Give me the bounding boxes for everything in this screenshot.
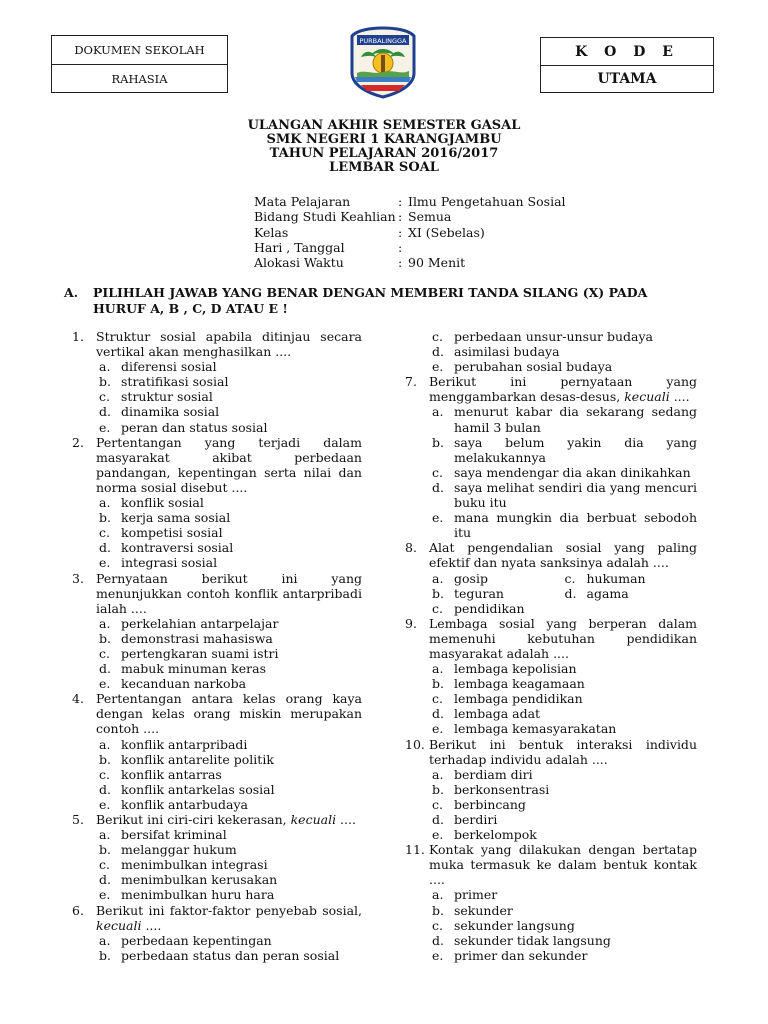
- answer-option-letter: b.: [99, 842, 111, 858]
- exam-info-row: [254, 255, 566, 270]
- answer-option: [405, 691, 697, 706]
- answer-option-text: lembaga adat: [454, 706, 541, 722]
- answer-option: [72, 933, 362, 948]
- school-emblem-logo: [343, 25, 423, 99]
- exam-info-value: Ilmu Pengetahuan Sosial: [408, 194, 566, 209]
- answer-option-letter: a.: [432, 404, 444, 420]
- exam-info-value: Semua: [408, 209, 452, 225]
- question-text: Struktur sosial apabila ditinjau secara vertikal akan menghasilkan ....: [96, 329, 362, 360]
- answer-option-text: perbedaan kepentingan: [121, 932, 272, 948]
- answer-option-text: lembaga kepolisian: [454, 661, 577, 677]
- answer-option: [72, 631, 362, 646]
- question-emphasis: kecuali: [290, 812, 337, 827]
- instruction-text: PILIHLAH JAWAB YANG BENAR DENGAN MEMBERI TANDA SILANG (X) PADA HURUF A, B , C, D ATAU E !: [93, 285, 648, 316]
- answer-option-letter: a.: [432, 766, 444, 782]
- answer-option: [72, 767, 362, 782]
- answer-option-letter: b.: [432, 902, 444, 918]
- exam-info-colon: :: [398, 255, 403, 271]
- question-number: 4.: [72, 691, 84, 707]
- answer-option-text: lembaga kemasyarakatan: [454, 721, 617, 737]
- answer-option-letter: e.: [432, 947, 444, 963]
- section-instruction: [64, 285, 704, 316]
- answer-option: [72, 540, 362, 555]
- question-number: 11.: [405, 842, 425, 858]
- answer-option-text: pertengkaran suami istri: [121, 645, 279, 661]
- answer-option: [72, 420, 362, 435]
- answer-option-letter: a.: [432, 661, 444, 677]
- code-label: K O D E: [575, 43, 679, 60]
- question-number: 10.: [405, 736, 425, 752]
- question-text: Berikut ini ciri-ciri kekerasan, kecuali ....: [96, 812, 356, 827]
- answer-option-letter: c.: [432, 464, 443, 480]
- answer-option-text: perubahan sosial budaya: [454, 359, 613, 375]
- answer-option: [405, 827, 697, 842]
- answer-option-text: berkelompok: [454, 827, 537, 843]
- answer-option-letter: c.: [564, 570, 576, 586]
- answer-option-text: berdiam diri: [454, 766, 533, 782]
- question-stem: [72, 329, 362, 359]
- answer-option-letter: d.: [99, 404, 111, 420]
- exam-info-colon: :: [398, 194, 403, 209]
- answer-option: [405, 782, 697, 797]
- answer-option: [72, 782, 362, 797]
- answer-option: [72, 857, 362, 872]
- exam-info-key: Bidang Studi Keahlian: [254, 209, 396, 225]
- answer-option: [405, 480, 697, 510]
- answer-option: [72, 359, 362, 374]
- answer-option: [72, 872, 362, 887]
- answer-option-text: kompetisi sosial: [121, 525, 223, 541]
- answer-option-letter: d.: [432, 706, 444, 722]
- svg-text:PURBALINGGA: PURBALINGGA: [359, 37, 407, 45]
- question-text: Lembaga sosial yang berperan dalam memenuhi kebutuhan pendidikan masyarakat adalah ....: [429, 615, 697, 661]
- question-number: 5.: [72, 812, 84, 827]
- question-emphasis: kecuali: [624, 389, 670, 405]
- answer-option-letter: b.: [432, 585, 444, 601]
- answer-option-letter: a.: [99, 736, 111, 752]
- answer-option: [72, 948, 362, 963]
- answer-option-letter: c.: [99, 857, 110, 873]
- answer-option-letter: d.: [432, 479, 444, 495]
- answer-option-text: lembaga keagamaan: [454, 676, 585, 692]
- answer-option: [405, 404, 697, 434]
- answer-option: [72, 676, 362, 691]
- answer-option-text: asimilasi budaya: [454, 344, 560, 360]
- answer-option-letter: a.: [99, 827, 111, 843]
- answer-option: [72, 827, 362, 842]
- exam-info-value: XI (Sebelas): [408, 224, 485, 240]
- answer-option: [432, 601, 565, 616]
- answer-option: [405, 510, 697, 540]
- answer-option: [432, 571, 565, 586]
- answer-option: [405, 706, 697, 721]
- answer-option: [405, 329, 697, 344]
- exam-info-row: [254, 209, 566, 224]
- question-stem: [72, 903, 362, 933]
- answer-option-letter: c.: [99, 766, 110, 782]
- question-text: Kontak yang dilakukan dengan bertatap muka termasuk ke dalam bentuk kontak ....: [429, 842, 697, 888]
- answer-option: [72, 374, 362, 389]
- exam-info-value: 90 Menit: [408, 255, 466, 271]
- answer-option-text: menimbulkan huru hara: [121, 887, 275, 903]
- exam-info-key: Alokasi Waktu: [254, 255, 344, 271]
- answer-option-letter: e.: [432, 510, 444, 526]
- question-text: Alat pengendalian sosial yang paling efektif dan nyata sanksinya adalah ....: [429, 540, 697, 571]
- answer-option-letter: d.: [99, 540, 111, 556]
- answer-option-text: primer: [454, 887, 498, 903]
- answer-option-text: perkelahian antarpelajar: [121, 615, 279, 631]
- answer-option: [565, 571, 698, 586]
- exam-info-row: [254, 225, 566, 240]
- answer-option-row: [405, 586, 697, 601]
- answer-option: [405, 721, 697, 736]
- answer-option-letter: c.: [99, 389, 110, 405]
- answer-option-letter: a.: [99, 359, 111, 375]
- answer-option-text: mana mungkin dia berbuat sebodoh itu: [454, 510, 697, 541]
- answer-option-text: sekunder tidak langsung: [454, 932, 611, 948]
- question-number: 6.: [72, 902, 84, 918]
- question-emphasis: kecuali: [96, 917, 142, 933]
- answer-option-letter: a.: [432, 570, 444, 586]
- answer-option-text: menimbulkan integrasi: [121, 857, 268, 873]
- question-text: Berikut ini faktor-faktor penyebab sosial, kecuali ....: [96, 902, 362, 933]
- answer-option-text: saya belum yakin dia yang melakukannya: [454, 434, 697, 465]
- answer-option-letter: c.: [432, 796, 443, 812]
- answer-option-text: menimbulkan kerusakan: [121, 872, 278, 888]
- answer-option-text: struktur sosial: [121, 389, 213, 405]
- answer-option-letter: c.: [99, 645, 110, 661]
- doc-classification-label: DOKUMEN SEKOLAH: [74, 43, 205, 57]
- answer-option-letter: d.: [432, 344, 444, 360]
- answer-option-letter: d.: [432, 812, 444, 827]
- answer-option: [72, 842, 362, 857]
- answer-option-text: integrasi sosial: [121, 555, 218, 571]
- answer-option: [405, 948, 697, 963]
- answer-option-letter: a.: [99, 495, 111, 511]
- answer-option-letter: e.: [432, 359, 444, 375]
- answer-option-text: konflik antarbudaya: [121, 796, 249, 812]
- questions-right-column: [405, 329, 697, 963]
- question-number: 8.: [405, 540, 417, 556]
- answer-option-text: konflik antarpribadi: [121, 736, 248, 752]
- answer-option-text: peran dan status sosial: [121, 419, 268, 435]
- answer-option-text: berkonsentrasi: [454, 781, 550, 797]
- answer-option: [405, 933, 697, 948]
- answer-option: [72, 616, 362, 631]
- answer-option: [72, 389, 362, 404]
- answer-option-letter: b.: [99, 630, 111, 646]
- answer-option: [405, 903, 697, 918]
- question-stem: [405, 540, 697, 570]
- answer-option-letter: e.: [99, 796, 111, 812]
- answer-option-row: [405, 571, 697, 586]
- answer-option-text: teguran: [454, 585, 504, 601]
- exam-info-colon: :: [398, 224, 403, 240]
- answer-option: [405, 359, 697, 374]
- question-number: 2.: [72, 434, 84, 450]
- school-name: SMK NEGERI 1 KARANGJAMBU: [266, 132, 502, 147]
- answer-option-letter: a.: [99, 615, 111, 631]
- exam-info-row: [254, 240, 566, 255]
- document-title-block: [0, 119, 768, 175]
- answer-option-letter: b.: [99, 374, 111, 390]
- answer-option: [432, 586, 565, 601]
- answer-option-text: stratifikasi sosial: [121, 374, 229, 390]
- question-stem: [405, 616, 697, 661]
- answer-option-row: [405, 601, 697, 616]
- question-text: Pertentangan yang terjadi dalam masyarakat akibat perbedaan pandangan, kepentingan serta nilai dan norma sosial disebut ....: [96, 434, 362, 495]
- answer-option-text: demonstrasi mahasiswa: [121, 630, 273, 646]
- answer-option-text: menurut kabar dia sekarang sedang hamil 3 bulan: [454, 404, 697, 435]
- section-label: A.: [64, 285, 79, 300]
- exam-info-colon: :: [398, 239, 403, 255]
- answer-option-text: kecanduan narkoba: [121, 676, 247, 692]
- answer-option: [72, 797, 362, 812]
- question-text: Pernyataan berikut ini yang menunjukkan contoh konflik antarpribadi ialah ....: [96, 570, 362, 616]
- answer-option-text: berbincang: [454, 796, 526, 812]
- answer-option-letter: e.: [99, 555, 111, 571]
- answer-option-text: konflik antarkelas sosial: [121, 781, 275, 797]
- question-stem: [72, 571, 362, 616]
- answer-option-text: bersifat kriminal: [121, 827, 227, 843]
- exam-info-colon: :: [398, 209, 403, 225]
- answer-option-letter: c.: [99, 525, 110, 541]
- question-stem: [405, 737, 697, 767]
- answer-option: [565, 601, 698, 616]
- answer-option-text: hukuman: [586, 570, 646, 586]
- answer-option-letter: b.: [432, 676, 444, 692]
- question-number: 3.: [72, 570, 84, 586]
- answer-option-text: kerja sama sosial: [121, 510, 231, 526]
- exam-info-table: [254, 194, 566, 270]
- question-text: Berikut ini bentuk interaksi individu terhadap individu adalah ....: [429, 736, 697, 767]
- answer-option: [72, 661, 362, 676]
- answer-option: [72, 737, 362, 752]
- answer-option-text: konflik antarras: [121, 766, 222, 782]
- answer-option: [405, 918, 697, 933]
- answer-option: [405, 465, 697, 480]
- answer-option-letter: e.: [99, 419, 111, 435]
- question-number: 7.: [405, 374, 417, 390]
- answer-option-letter: b.: [99, 751, 111, 767]
- answer-option-text: pendidikan: [454, 600, 525, 616]
- exam-info-key: Mata Pelajaran: [254, 194, 351, 209]
- answer-option-letter: b.: [99, 510, 111, 526]
- academic-year: TAHUN PELAJARAN 2016/2017: [269, 146, 499, 161]
- answer-option-text: gosip: [454, 570, 488, 586]
- answer-option: [405, 661, 697, 676]
- question-text: Pertentangan antara kelas orang kaya dengan kelas orang miskin merupakan contoh ....: [96, 691, 362, 737]
- answer-option: [405, 435, 697, 465]
- answer-option-letter: a.: [432, 887, 444, 903]
- answer-option-letter: b.: [432, 781, 444, 797]
- answer-option: [72, 510, 362, 525]
- answer-option-letter: d.: [99, 781, 111, 797]
- answer-option-letter: a.: [99, 932, 111, 948]
- answer-option-letter: e.: [432, 827, 444, 843]
- doc-confidential-label: RAHASIA: [52, 64, 227, 92]
- question-number: 1.: [72, 329, 84, 344]
- answer-option-letter: e.: [99, 887, 111, 903]
- answer-option: [72, 525, 362, 540]
- answer-option: [72, 752, 362, 767]
- answer-option-text: konflik antarelite politik: [121, 751, 274, 767]
- answer-option-text: agama: [586, 585, 629, 601]
- answer-option: [72, 887, 362, 902]
- answer-option: [405, 344, 697, 359]
- answer-option-text: dinamika sosial: [121, 404, 220, 420]
- answer-option: [72, 646, 362, 661]
- answer-option-letter: d.: [99, 872, 111, 888]
- exam-code-box: [540, 37, 714, 93]
- answer-option-text: kontraversi sosial: [121, 540, 234, 556]
- exam-info-row: [254, 194, 566, 209]
- answer-option-letter: c.: [432, 917, 443, 933]
- answer-option-text: saya mendengar dia akan dinikahkan: [454, 464, 691, 480]
- answer-option: [405, 797, 697, 812]
- answer-option: [72, 495, 362, 510]
- code-value: UTAMA: [541, 65, 713, 92]
- answer-option-letter: b.: [99, 947, 111, 963]
- sheet-title: LEMBAR SOAL: [329, 160, 439, 175]
- document-classification-box: [51, 35, 228, 93]
- exam-info-key: Hari , Tanggal: [254, 239, 345, 255]
- answer-option-letter: d.: [432, 932, 444, 948]
- answer-option-text: berdiri: [454, 812, 498, 827]
- answer-option: [405, 812, 697, 827]
- answer-option-letter: d.: [99, 661, 111, 677]
- answer-option-text: saya melihat sendiri dia yang mencuri buku itu: [454, 479, 697, 511]
- answer-option-letter: e.: [99, 676, 111, 692]
- answer-option-letter: c.: [432, 600, 443, 616]
- answer-option-text: diferensi sosial: [121, 359, 217, 375]
- answer-option-letter: b.: [432, 434, 444, 450]
- answer-option-letter: c.: [432, 329, 443, 344]
- questions-left-column: [72, 329, 362, 963]
- exam-info-key: Kelas: [254, 224, 289, 240]
- answer-option-text: sekunder langsung: [454, 917, 575, 933]
- exam-title: ULANGAN AKHIR SEMESTER GASAL: [247, 118, 521, 133]
- question-stem: [72, 691, 362, 736]
- answer-option-text: lembaga pendidikan: [454, 691, 583, 707]
- answer-option-text: primer dan sekunder: [454, 947, 588, 963]
- question-stem: [72, 812, 362, 827]
- answer-option: [405, 767, 697, 782]
- answer-option-text: sekunder: [454, 902, 513, 918]
- answer-option-letter: c.: [432, 691, 443, 707]
- answer-option: [72, 404, 362, 419]
- answer-option-text: melanggar hukum: [121, 842, 237, 858]
- question-number: 9.: [405, 615, 417, 631]
- answer-option: [405, 676, 697, 691]
- question-text: Berikut ini pernyataan yang menggambarkan desas-desus, kecuali ....: [429, 374, 697, 405]
- answer-option-text: mabuk minuman keras: [121, 661, 267, 677]
- answer-option: [405, 887, 697, 902]
- question-stem: [72, 435, 362, 495]
- answer-option-text: konflik sosial: [121, 495, 204, 511]
- question-stem: [405, 842, 697, 887]
- answer-option: [72, 555, 362, 570]
- answer-option: [565, 586, 698, 601]
- question-stem: [405, 374, 697, 404]
- answer-option-text: perbedaan unsur-unsur budaya: [454, 329, 654, 344]
- answer-option-letter: d.: [564, 585, 577, 601]
- answer-option-letter: e.: [432, 721, 444, 737]
- answer-option-text: perbedaan status dan peran sosial: [121, 947, 340, 963]
